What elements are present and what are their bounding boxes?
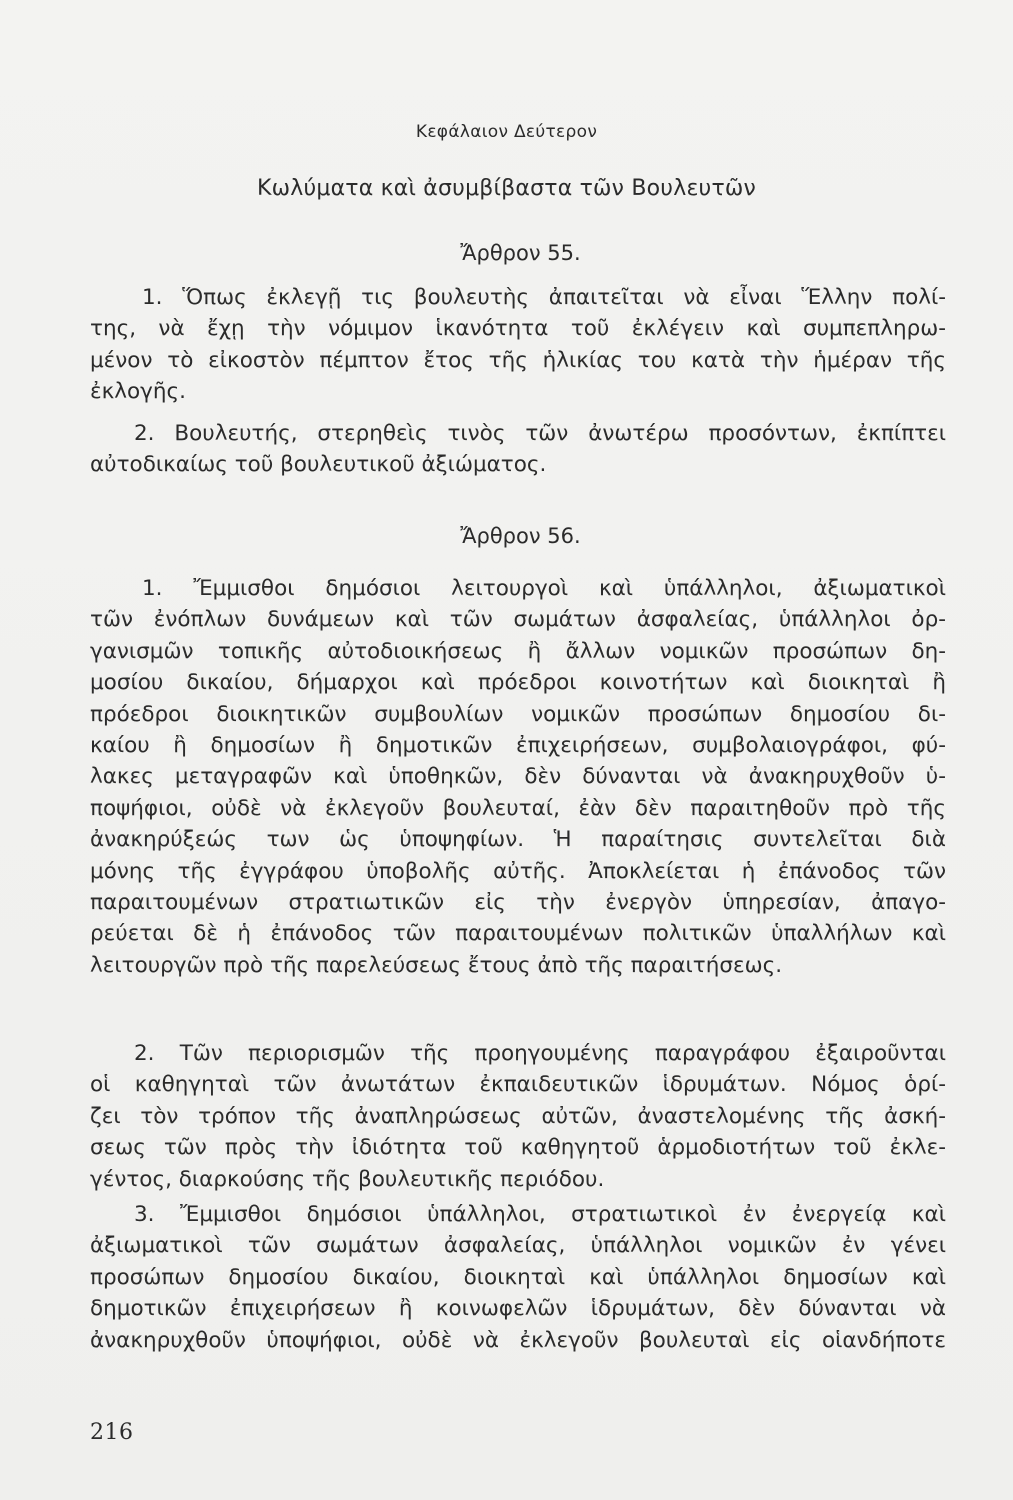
text-line: πρόεδροι διοικητικῶν συμβουλίων νομικῶν προσώπων δημοσίου δι- [90,701,946,727]
text-line: της, νὰ ἔχῃ τὴν νόμιμον ἱκανότητα τοῦ ἐκλέγειν καὶ συμπεπληρω- [90,316,946,342]
chapter-heading: Κεφάλαιον Δεύτερον [415,122,598,142]
text-line: μοσίου δικαίου, δήμαρχοι καὶ πρόεδροι κοινοτήτων καὶ διοικηταὶ ἢ [90,670,946,696]
text-line: σεως τῶν πρὸς τὴν ἰδιότητα τοῦ καθηγητοῦ ἁρμοδιοτήτων τοῦ ἐκλε- [90,1135,946,1161]
text-line: ποψήφιοι, οὐδὲ νὰ ἐκλεγοῦν βουλευταί, ἐὰν δὲν παραιτηθοῦν πρὸ τῆς [90,795,946,821]
text-line: οἱ καθηγηταὶ τῶν ἀνωτάτων ἐκπαιδευτικῶν ἱδρυμάτων. Νόμος ὁρί- [90,1072,946,1098]
text-line: 1. Ἔμμισθοι δημόσιοι λειτουργοὶ καὶ ὑπάλληλοι, ἀξιωματικοὶ [142,576,946,601]
text-line: αὐτοδικαίως τοῦ βουλευτικοῦ ἀξιώματος. [90,452,547,478]
text-line: 2. Βουλευτής, στερηθεὶς τινὸς τῶν ἀνωτέρω προσόντων, ἐκπίπτει [134,421,946,446]
text-line: τῶν ἐνόπλων δυνάμεων καὶ τῶν σωμάτων ἀσφαλείας, ὑπάλληλοι ὀρ- [90,607,946,633]
page-number: 216 [90,1420,134,1445]
article-56-paragraph-3 [90,1199,946,1356]
article-56-heading: Ἄρθρον 56. [460,524,581,548]
text-line: 2. Τῶν περιορισμῶν τῆς προηγουμένης παραγράφου ἐξαιροῦνται [134,1041,946,1066]
text-line: γανισμῶν τοπικῆς αὐτοδιοικήσεως ἢ ἄλλων νομικῶν προσώπων δη- [90,638,946,664]
text-line: παραιτουμένων στρατιωτικῶν εἰς τὴν ἐνεργὸν ὑπηρεσίαν, ἀπαγο- [90,890,946,916]
text-line: ἀξιωματικοὶ τῶν σωμάτων ἀσφαλείας, ὑπάλληλοι νομικῶν ἐν γένει [90,1233,946,1259]
section-title: Κωλύματα καὶ ἀσυμβίβαστα τῶν Βουλευτῶν [256,176,757,201]
text-line: ἐκλογῆς. [90,379,186,405]
text-line: γέντος, διαρκούσης τῆς βουλευτικῆς περιόδου. [90,1166,605,1192]
text-line: ἀνακηρυχθοῦν ὑποψήφιοι, οὐδὲ νὰ ἐκλεγοῦν βουλευταὶ εἰς οἱανδήποτε [90,1327,946,1353]
article-55-paragraph-1 [90,282,946,408]
text-line: 1. Ὅπως ἐκλεγῇ τις βουλευτὴς ἀπαιτεῖται νὰ εἶναι Ἕλλην πολί- [142,285,946,310]
text-line: λειτουργῶν πρὸ τῆς παρελεύσεως ἔτους ἀπὸ τῆς παραιτήσεως. [90,952,783,978]
text-line: λακες μεταγραφῶν καὶ ὑποθηκῶν, δὲν δύνανται νὰ ἀνακηρυχθοῦν ὑ- [90,764,946,790]
article-56-paragraph-1 [90,573,946,981]
article-55-heading: Ἄρθρον 55. [460,241,581,265]
text-line: ἀνακηρύξεώς των ὡς ὑποψηφίων. Ἡ παραίτησις συντελεῖται διὰ [90,827,946,853]
text-line: καίου ἢ δημοσίων ἢ δημοτικῶν ἐπιχειρήσεων, συμβολαιογράφοι, φύ- [90,733,946,759]
text-line: προσώπων δημοσίου δικαίου, διοικηταὶ καὶ ὑπάλληλοι δημοσίων καὶ [90,1264,946,1290]
article-55-paragraph-2 [90,418,946,481]
text-line: δημοτικῶν ἐπιχειρήσεων ἢ κοινωφελῶν ἱδρυμάτων, δὲν δύνανται νὰ [90,1296,946,1322]
text-line: 3. Ἔμμισθοι δημόσιοι ὑπάλληλοι, στρατιωτικοὶ ἐν ἐνεργείᾳ καὶ [134,1202,946,1227]
article-56-paragraph-2 [90,1038,946,1195]
text-line: ρεύεται δὲ ἡ ἐπάνοδος τῶν παραιτουμένων πολιτικῶν ὑπαλλήλων καὶ [90,921,946,947]
text-line: μένον τὸ εἰκοστὸν πέμπτον ἔτος τῆς ἡλικίας του κατὰ τὴν ἡμέραν τῆς [90,347,946,373]
text-line: ζει τὸν τρόπον τῆς ἀναπληρώσεως αὐτῶν, ἀναστελομένης τῆς ἀσκή- [90,1103,946,1129]
text-line: μόνης τῆς ἐγγράφου ὑποβολῆς αὐτῆς. Ἀποκλείεται ἡ ἐπάνοδος τῶν [90,858,946,884]
